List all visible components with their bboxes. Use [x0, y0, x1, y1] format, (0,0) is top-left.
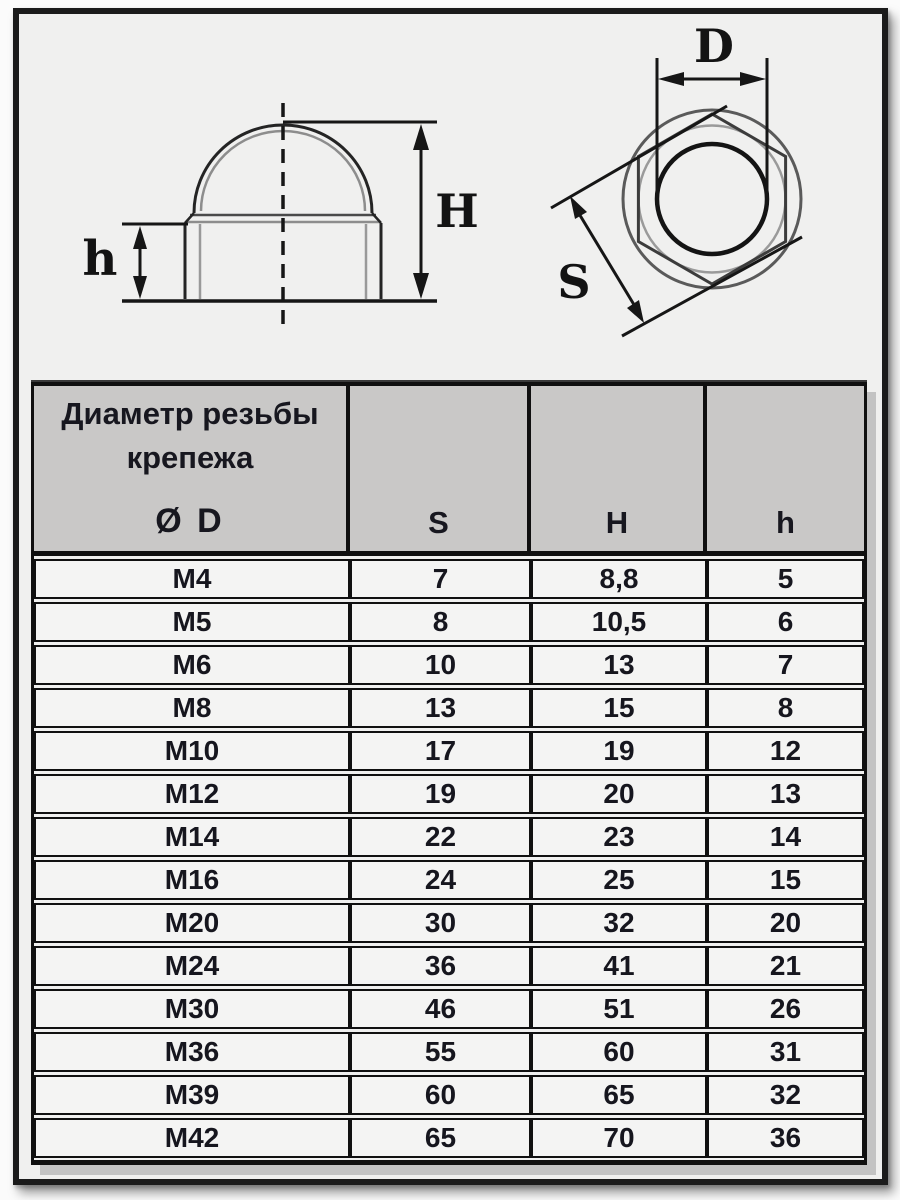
table-row [34, 774, 864, 814]
cell-h-value: 12 [707, 731, 864, 771]
label-h: h [82, 231, 118, 287]
dimension-h-arrow [133, 226, 147, 299]
table-row [34, 1032, 864, 1072]
technical-drawing [19, 14, 878, 374]
cell-H-value: 15 [531, 688, 707, 728]
cell-H-value: 8,8 [531, 559, 707, 599]
cell-h-value: 21 [707, 946, 864, 986]
header-cell-H: H [531, 386, 707, 551]
header-title-line2: крепежа [126, 440, 254, 475]
cell-H-value: 19 [531, 731, 707, 771]
cell-thread-size: M6 [34, 645, 350, 685]
table-header-row [34, 386, 864, 556]
cell-thread-size: M24 [34, 946, 350, 986]
table-row [34, 602, 864, 642]
cell-s-value: 30 [350, 903, 531, 943]
cell-s-value: 36 [350, 946, 531, 986]
cell-H-value: 51 [531, 989, 707, 1029]
cell-s-value: 55 [350, 1032, 531, 1072]
cell-thread-size: M39 [34, 1075, 350, 1115]
header-cell-h: h [776, 505, 795, 540]
cell-h-value: 26 [707, 989, 864, 1029]
cell-H-value: 60 [531, 1032, 707, 1072]
table-row [34, 1118, 864, 1158]
table-row [34, 817, 864, 857]
cell-H-value: 13 [531, 645, 707, 685]
cell-s-value: 7 [350, 559, 531, 599]
table-body [34, 559, 864, 1160]
cell-thread-size: M42 [34, 1118, 350, 1158]
cell-H-value: 25 [531, 860, 707, 900]
cell-thread-size: M12 [34, 774, 350, 814]
table-row [34, 645, 864, 685]
cell-h-value: 5 [707, 559, 864, 599]
bore-circle [657, 144, 767, 254]
cell-h-value: 15 [707, 860, 864, 900]
side-view [83, 103, 479, 333]
cell-h-value: 6 [707, 602, 864, 642]
cell-s-value: 60 [350, 1075, 531, 1115]
cell-H-value: 10,5 [531, 602, 707, 642]
label-H: H [435, 184, 479, 238]
table-row [34, 946, 864, 986]
cell-s-value: 10 [350, 645, 531, 685]
dimension-H-arrow [413, 124, 429, 299]
cell-H-value: 65 [531, 1075, 707, 1115]
cell-H-value: 41 [531, 946, 707, 986]
table-row [34, 688, 864, 728]
cell-thread-size: M10 [34, 731, 350, 771]
label-D: D [694, 19, 734, 73]
cell-thread-size: M30 [34, 989, 350, 1029]
table-row [34, 559, 864, 599]
cell-h-value: 14 [707, 817, 864, 857]
cell-H-value: 20 [531, 774, 707, 814]
cell-s-value: 24 [350, 860, 531, 900]
cell-s-value: 22 [350, 817, 531, 857]
table-row [34, 731, 864, 771]
cell-h-value: 20 [707, 903, 864, 943]
cell-thread-size: M20 [34, 903, 350, 943]
cell-thread-size: M4 [34, 559, 350, 599]
cell-thread-size: M16 [34, 860, 350, 900]
cell-h-value: 36 [707, 1118, 864, 1158]
cell-thread-size: M36 [34, 1032, 350, 1072]
outer-circle [623, 110, 801, 288]
cell-s-value: 17 [350, 731, 531, 771]
chamfer-circle [639, 126, 786, 273]
page-frame [13, 8, 888, 1185]
header-diameter-symbol: Ø D [155, 502, 225, 540]
cell-H-value: 23 [531, 817, 707, 857]
cell-h-value: 32 [707, 1075, 864, 1115]
label-S: S [557, 255, 591, 309]
cell-s-value: 19 [350, 774, 531, 814]
cell-h-value: 8 [707, 688, 864, 728]
header-cell-diameter [34, 386, 350, 551]
header-title-line1: Диаметр резьбы [61, 396, 319, 431]
dimensions-table [31, 382, 867, 1165]
table-row [34, 1075, 864, 1115]
cell-s-value: 13 [350, 688, 531, 728]
cell-s-value: 8 [350, 602, 531, 642]
cell-H-value: 70 [531, 1118, 707, 1158]
cell-s-value: 65 [350, 1118, 531, 1158]
cell-h-value: 13 [707, 774, 864, 814]
cell-thread-size: M8 [34, 688, 350, 728]
cell-H-value: 32 [531, 903, 707, 943]
cell-thread-size: M5 [34, 602, 350, 642]
dimension-D-arrow [658, 72, 766, 86]
top-view [551, 19, 802, 336]
table-row [34, 989, 864, 1029]
cell-s-value: 46 [350, 989, 531, 1029]
cell-thread-size: M14 [34, 817, 350, 857]
cell-h-value: 7 [707, 645, 864, 685]
table-row [34, 860, 864, 900]
table-row [34, 903, 864, 943]
header-cell-s: S [350, 386, 531, 551]
cell-h-value: 31 [707, 1032, 864, 1072]
